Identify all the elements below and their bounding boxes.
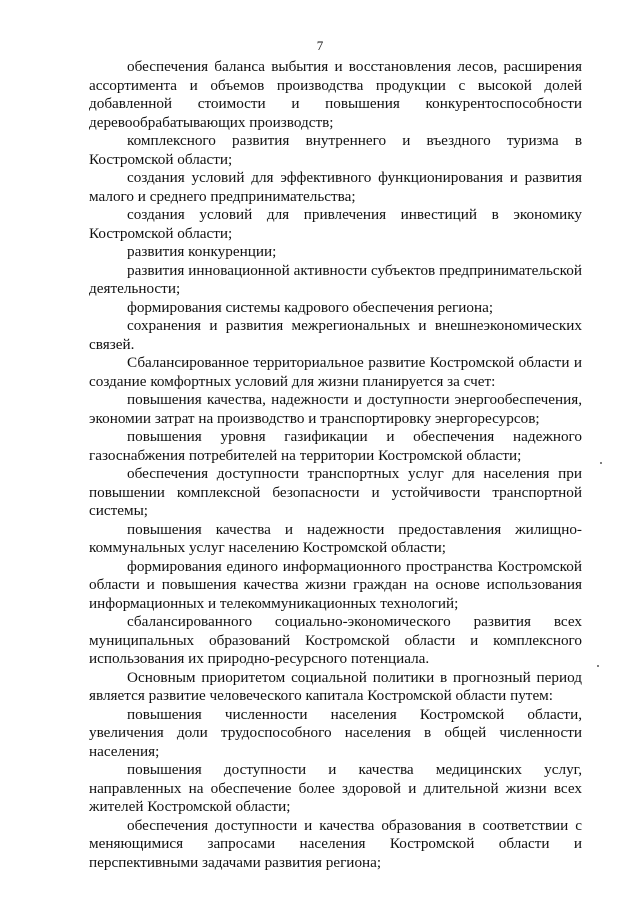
paragraph: повышения доступности и качества медицинских услуг, направленных на обеспечение более здоровой и длительной жизни всех жителей Костромской области; [89,761,582,815]
scan-speck [597,665,599,667]
paragraph: обеспечения доступности и качества образования в соответствии с меняющимися запросами населения Костромской области и перспективными задачами развития региона; [89,816,582,871]
paragraph: сбалансированного социально-экономического развития всех муниципальных образований Костромской области и комплексного использования их природно-ресурсного потенциала. [89,613,582,667]
paragraph: обеспечения баланса выбытия и восстановления лесов, расширения ассортимента и объемов производства продукции с высокой долей добавленной стоимости и повышения конкурентоспособности деревообрабатывающих производств; [89,58,582,131]
paragraph: повышения качества и надежности предоставления жилищно-коммунальных услуг населению Костромской области; [89,520,582,556]
paragraph: развития конкуренции; [127,243,277,260]
paragraph: развития инновационной активности субъектов предпринимательской деятельности; [89,261,582,297]
paragraph: создания условий для привлечения инвестиций в экономику Костромской области; [89,206,582,242]
paragraph: повышения уровня газификации и обеспечения надежного газоснабжения потребителей на территории Костромской области; [89,428,582,464]
paragraph: создания условий для эффективного функционирования и развития малого и среднего предпринимательства; [89,169,582,205]
paragraph: повышения численности населения Костромской области, увеличения доли трудоспособного населения в общей численности населения; [89,705,582,760]
scan-speck [600,462,602,464]
paragraph: Основным приоритетом социальной политики в прогнозный период является развитие человеческого капитала Костромской области путем: [89,668,582,704]
document-body [89,58,582,872]
paragraph: комплексного развития внутреннего и въездного туризма в Костромской области; [89,132,582,168]
paragraph: формирования системы кадрового обеспечения региона; [127,298,494,316]
paragraph: сохранения и развития межрегиональных и внешнеэкономических связей. [89,317,582,353]
paragraph: Сбалансированное территориальное развитие Костромской области и создание комфортных условий для жизни планируется за счет: [89,354,582,390]
paragraph: повышения качества, надежности и доступности энергообеспечения, экономии затрат на производство и транспортировку энергоресурсов; [89,391,582,427]
paragraph: обеспечения доступности транспортных услуг для населения при повышении комплексной безопасности и устойчивости транспортной системы; [89,465,582,519]
paragraph: формирования единого информационного пространства Костромской области и повышения качества жизни граждан на основе использования информационных и телекоммуникационных технологий; [89,557,582,612]
page-number: 7 [316,38,324,53]
